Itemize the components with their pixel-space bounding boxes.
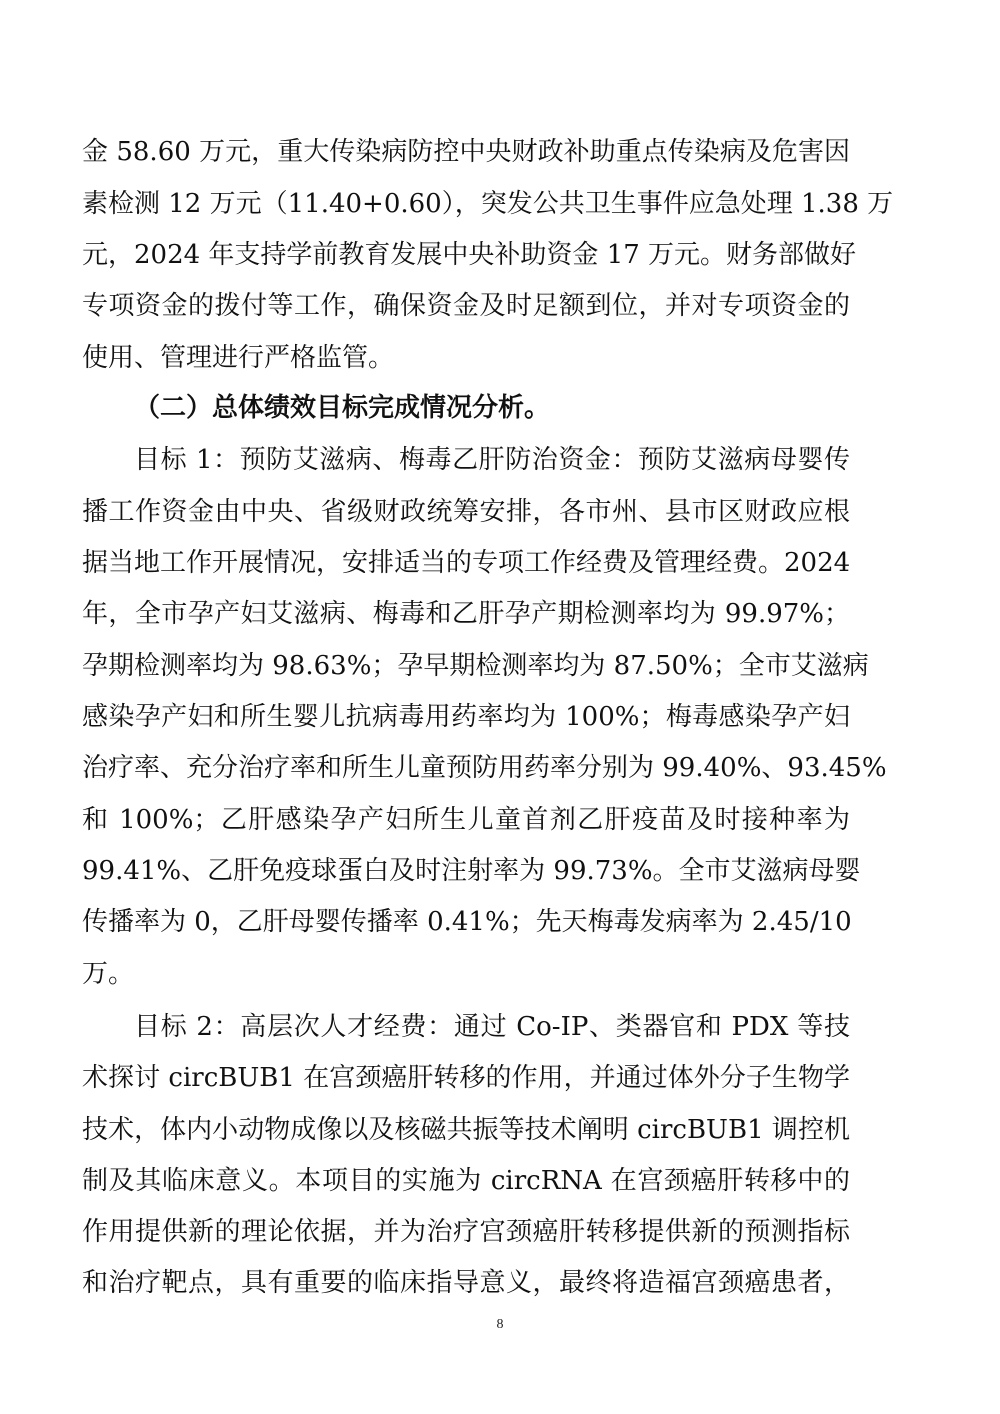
text-line: 据当地工作开展情况，安排适当的专项工作经费及管理经费。2024: [82, 548, 851, 578]
text-line: 专项资金的拨付等工作，确保资金及时足额到位，并对专项资金的: [82, 291, 850, 321]
text-line: 治疗率、充分治疗率和所生儿童预防用药率分别为 99.40%、93.45%: [82, 753, 887, 783]
text-line: 目标 1：预防艾滋病、梅毒乙肝防治资金：预防艾滋病母婴传: [134, 445, 850, 475]
text-line: 素检测 12 万元（11.40+0.60），突发公共卫生事件应急处理 1.38 万: [82, 189, 894, 219]
text-line: 技术，体内小动物成像以及核磁共振等技术阐明 circBUB1 调控机: [82, 1115, 850, 1145]
text-line: 99.41%、乙肝免疫球蛋白及时注射率为 99.73%。全市艾滋病母婴: [82, 856, 861, 886]
text-line: 和 100%；乙肝感染孕产妇所生儿童首剂乙肝疫苗及时接种率为: [82, 805, 850, 835]
text-line: 万。: [82, 959, 135, 989]
text-line: 制及其临床意义。本项目的实施为 circRNA 在宫颈癌肝转移中的: [82, 1166, 850, 1196]
text-line: 传播率为 0，乙肝母婴传播率 0.41%；先天梅毒发病率为 2.45/10: [82, 907, 852, 937]
text-line: 目标 2：高层次人才经费：通过 Co-IP、类器官和 PDX 等技: [134, 1012, 850, 1042]
section-heading: （二）总体绩效目标完成情况分析。: [134, 393, 551, 423]
text-line: 感染孕产妇和所生婴儿抗病毒用药率均为 100%；梅毒感染孕产妇: [82, 702, 850, 732]
text-line: 孕期检测率均为 98.63%；孕早期检测率均为 87.50%；全市艾滋病: [82, 651, 869, 681]
text-line: 作用提供新的理论依据，并为治疗宫颈癌肝转移提供新的预测指标: [82, 1217, 850, 1247]
text-line: 年，全市孕产妇艾滋病、梅毒和乙肝孕产期检测率均为 99.97%；: [82, 599, 850, 629]
text-line: 和治疗靶点，具有重要的临床指导意义，最终将造福宫颈癌患者，: [82, 1268, 850, 1298]
page-number: 8: [496, 1317, 504, 1332]
text-line: 播工作资金由中央、省级财政统筹安排，各市州、县市区财政应根: [82, 497, 850, 527]
text-line: 使用、管理进行严格监管。: [82, 343, 395, 373]
text-line: 元，2024 年支持学前教育发展中央补助资金 17 万元。财务部做好: [82, 240, 857, 270]
text-line: 术探讨 circBUB1 在宫颈癌肝转移的作用，并通过体外分子生物学: [82, 1063, 850, 1093]
text-line: 金 58.60 万元，重大传染病防控中央财政补助重点传染病及危害因: [82, 137, 850, 167]
